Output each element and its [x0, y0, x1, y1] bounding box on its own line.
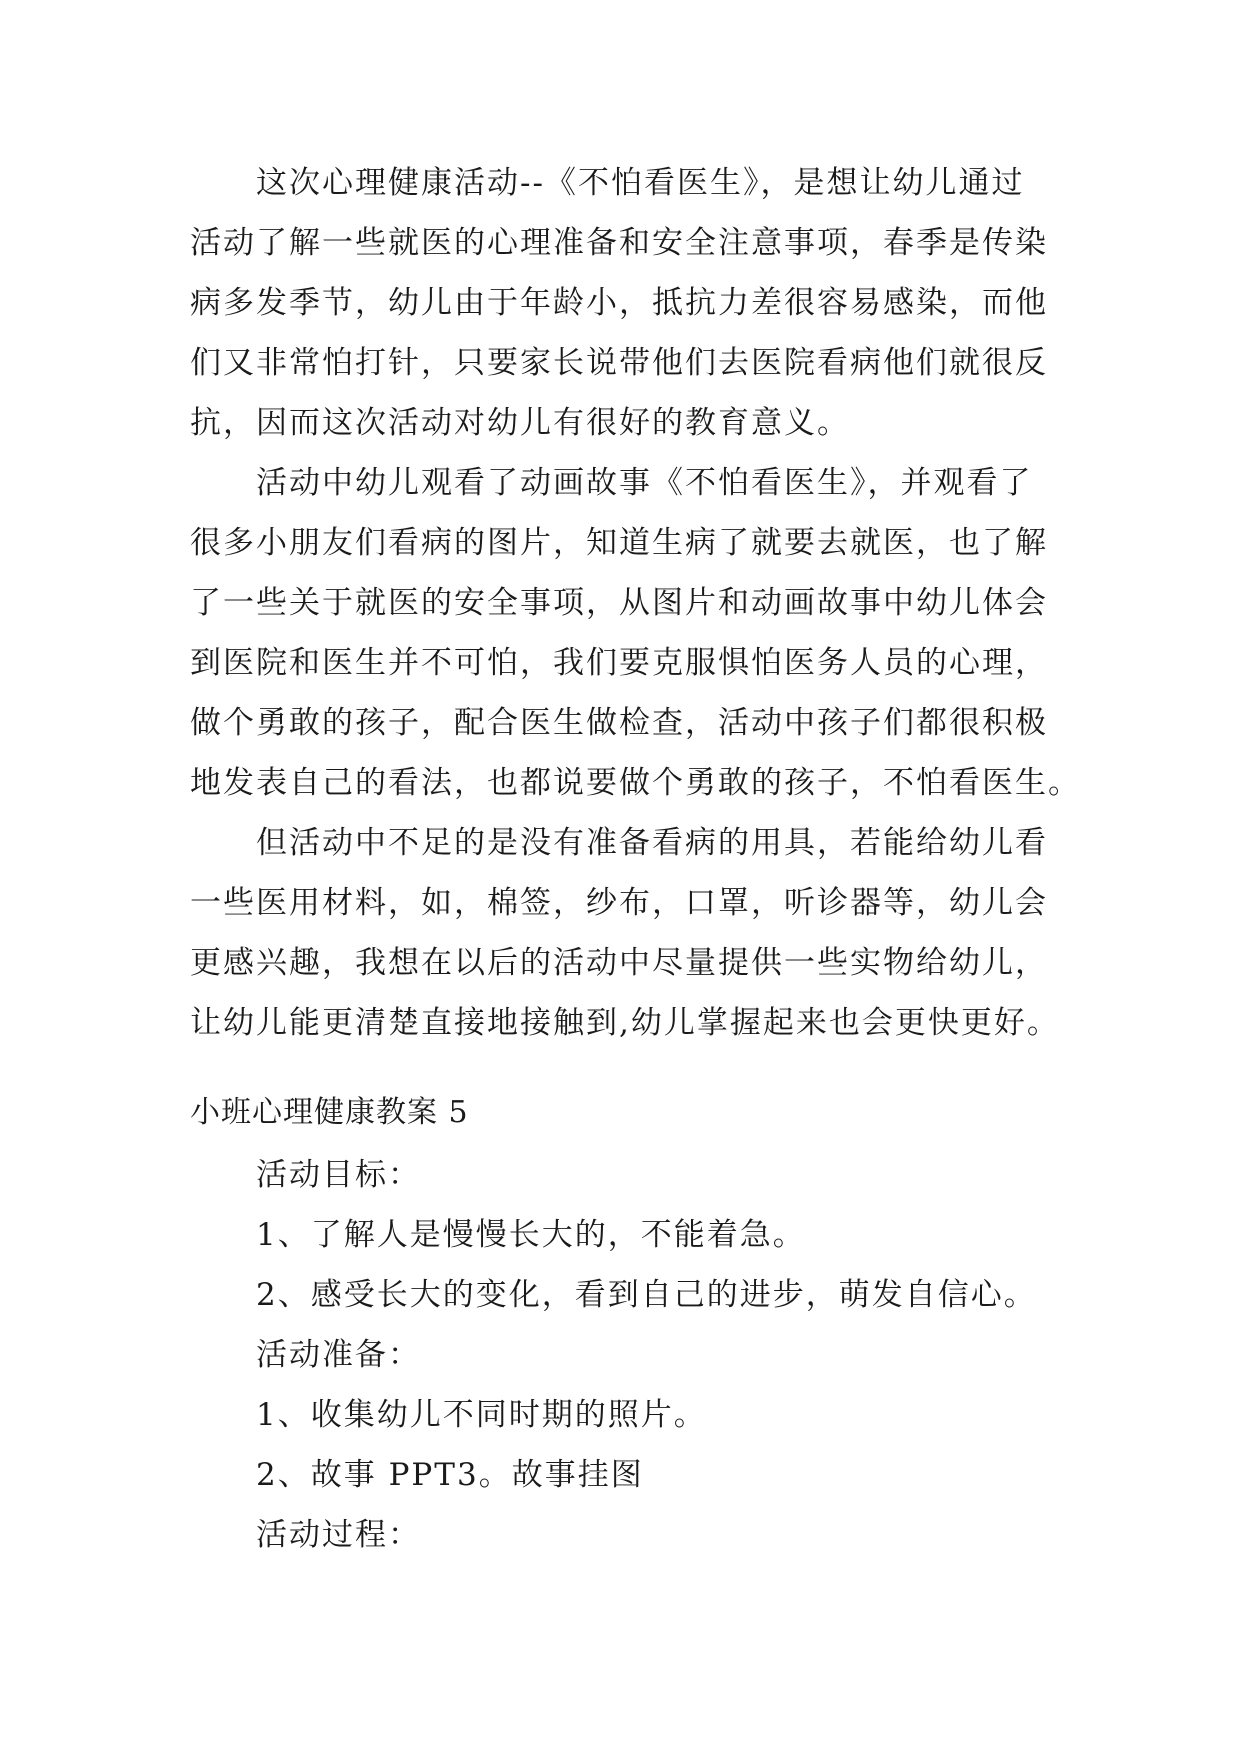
paragraph-1-line-4: 们又非常怕打针，只要家长说带他们去医院看病他们就很反: [190, 345, 1048, 381]
item-activity-goals: 活动目标：: [256, 1157, 421, 1193]
paragraph-2-line-3: 了一些关于就医的安全事项，从图片和动画故事中幼儿体会: [190, 585, 1048, 621]
paragraph-2-line-5: 做个勇敢的孩子，配合医生做检查，活动中孩子们都很积极: [190, 705, 1048, 741]
paragraph-1-line-2: 活动了解一些就医的心理准备和安全注意事项，春季是传染: [190, 225, 1048, 261]
section-title: 小班心理健康教案 5: [190, 1095, 469, 1130]
paragraph-3-line-2: 一些医用材料，如，棉签，纱布，口罩，听诊器等，幼儿会: [190, 885, 1048, 921]
item-activity-prep: 活动准备：: [256, 1337, 421, 1373]
paragraph-1-line-1: 这次心理健康活动--《不怕看医生》，是想让幼儿通过: [256, 165, 1025, 201]
paragraph-2-line-1: 活动中幼儿观看了动画故事《不怕看医生》，并观看了: [256, 465, 1033, 501]
item-goal-1: 1、了解人是慢慢长大的，不能着急。: [256, 1217, 806, 1253]
paragraph-2-line-2: 很多小朋友们看病的图片，知道生病了就要去就医，也了解: [190, 525, 1048, 561]
item-activity-process: 活动过程：: [256, 1517, 421, 1553]
paragraph-2-line-4: 到医院和医生并不可怕，我们要克服惧怕医务人员的心理，: [190, 645, 1048, 681]
paragraph-2-line-6: 地发表自己的看法，也都说要做个勇敢的孩子，不怕看医生。: [190, 765, 1081, 801]
item-prep-1: 1、收集幼儿不同时期的照片。: [256, 1397, 707, 1433]
item-prep-2: 2、故事 PPT3。故事挂图: [256, 1457, 644, 1493]
paragraph-1-line-3: 病多发季节，幼儿由于年龄小，抵抗力差很容易感染，而他: [190, 285, 1048, 321]
paragraph-3-line-3: 更感兴趣，我想在以后的活动中尽量提供一些实物给幼儿，: [190, 945, 1048, 981]
paragraph-1-line-5: 抗，因而这次活动对幼儿有很好的教育意义。: [190, 405, 850, 441]
paragraph-3-line-4: 让幼儿能更清楚直接地接触到,幼儿掌握起来也会更快更好。: [190, 1005, 1060, 1041]
item-goal-2: 2、感受长大的变化，看到自己的进步，萌发自信心。: [256, 1277, 1037, 1313]
paragraph-3-line-1: 但活动中不足的是没有准备看病的用具，若能给幼儿看: [256, 825, 1048, 861]
